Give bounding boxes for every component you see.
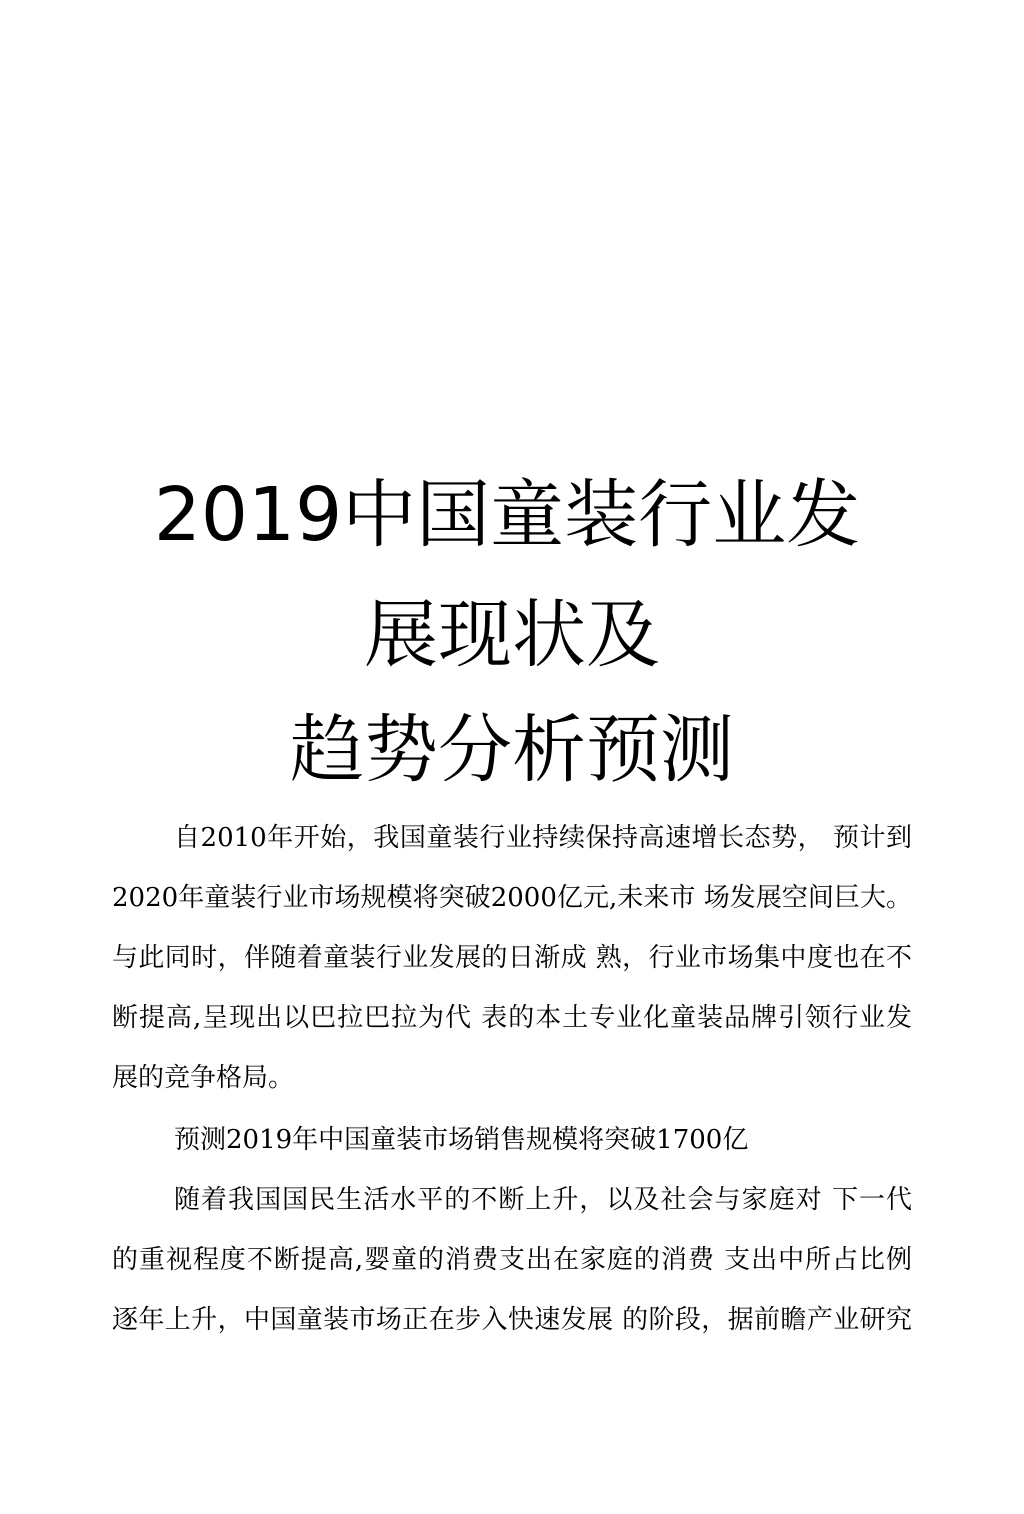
paragraph-line: 断提高,呈现出以巴拉巴拉为代 表的本土专业化童装品牌引领行业发 bbox=[112, 1003, 912, 1033]
document-title-line-2: 展现状及 bbox=[364, 592, 660, 678]
paragraph-line: 预测2019年中国童装市场销售规模将突破1700亿 bbox=[174, 1125, 749, 1155]
paragraph-line: 2020年童装行业市场规模将突破2000亿元,未来市 场发展空间巨大。 bbox=[112, 883, 912, 913]
paragraph-line: 展的竞争格局。 bbox=[112, 1063, 295, 1093]
paragraph-line: 逐年上升，中国童装市场正在步入快速发展 的阶段，据前瞻产业研究 bbox=[112, 1305, 912, 1335]
document-title-line-1: 2019中国童装行业发 bbox=[153, 472, 861, 558]
paragraph-line: 的重视程度不断提高,婴童的消费支出在家庭的消费 支出中所占比例 bbox=[112, 1245, 912, 1275]
paragraph-line: 随着我国国民生活水平的不断上升，以及社会与家庭对 下一代 bbox=[174, 1185, 912, 1215]
paragraph-line: 与此同时，伴随着童装行业发展的日渐成 熟，行业市场集中度也在不 bbox=[112, 943, 912, 973]
document-title-line-3: 趋势分析预测 bbox=[290, 707, 734, 793]
paragraph-line: 自2010年开始，我国童装行业持续保持高速增长态势， 预计到 bbox=[174, 823, 912, 853]
